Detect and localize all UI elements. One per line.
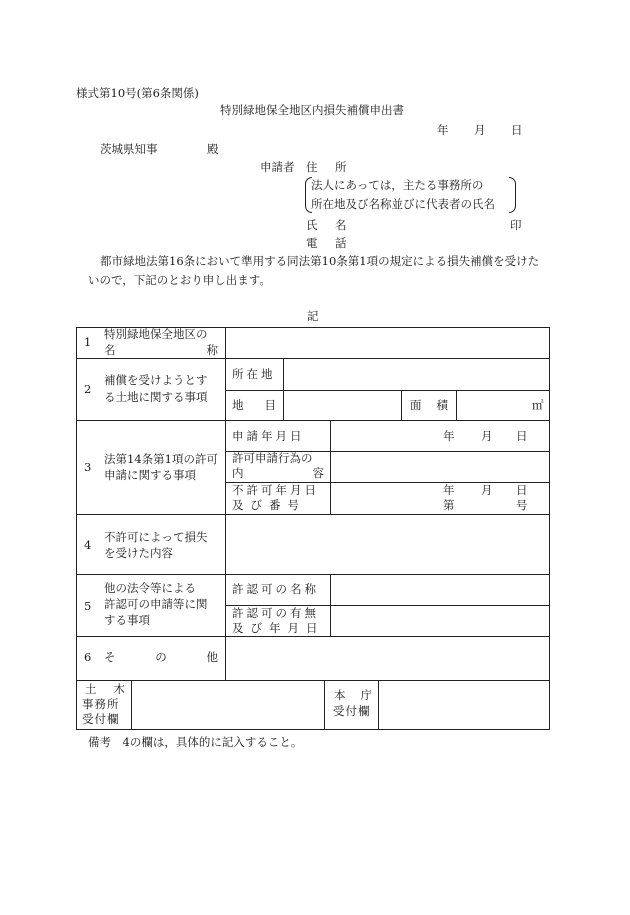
seal-mark: 印 bbox=[510, 218, 522, 232]
permit-date-line2: 及び年月日 bbox=[232, 621, 325, 635]
row3-label-line1: 法第14条第1項の許可 bbox=[104, 452, 218, 466]
deny-year: 年 bbox=[443, 483, 455, 497]
row2-label-line1: 補償を受けようとす bbox=[104, 373, 208, 387]
name-label: 氏 名 bbox=[306, 218, 350, 232]
body-line1: 都市緑地法第16条において準用する同法第10条第1項の規定による損失補償を受けた bbox=[100, 254, 540, 268]
permit-date-line1: 許認可の有無 bbox=[232, 606, 319, 620]
row3-number: 3 bbox=[84, 460, 92, 474]
row1-number: 1 bbox=[84, 335, 92, 349]
apply-day: 日 bbox=[516, 429, 528, 443]
date-year: 年 bbox=[437, 123, 449, 137]
apply-date-label: 申請年月日 bbox=[232, 429, 305, 443]
row4-label-line2: を受けた内容 bbox=[104, 546, 173, 560]
location-label: 所在地 bbox=[232, 367, 276, 381]
row5-number: 5 bbox=[84, 599, 92, 613]
row1-label-line2: 名 称 bbox=[104, 343, 218, 357]
corp-note-line1: 法人にあっては，主たる事務所の bbox=[311, 178, 484, 192]
doboku-line3: 受付欄 bbox=[82, 712, 120, 726]
bracket-right bbox=[509, 177, 516, 213]
row6-number: 6 bbox=[84, 650, 92, 664]
apply-year: 年 bbox=[443, 429, 455, 443]
act-label-line1: 許可申請行為の bbox=[232, 451, 313, 465]
row5-label-line3: する事項 bbox=[104, 613, 150, 627]
ki-heading: 記 bbox=[307, 309, 319, 323]
row5-label-line1: 他の法令等による bbox=[104, 581, 196, 595]
apply-month: 月 bbox=[481, 429, 493, 443]
row6-label: そ の 他 bbox=[104, 650, 218, 664]
chimoku-label: 地 目 bbox=[232, 398, 276, 412]
application-table bbox=[76, 327, 550, 730]
doboku-line1: 土 木 bbox=[85, 682, 125, 696]
address-label: 住 所 bbox=[306, 160, 350, 174]
row4-label-line1: 不許可によって損失 bbox=[104, 530, 208, 544]
row5-label-line2: 許認可の申請等に関 bbox=[104, 597, 208, 611]
act-label-line2: 内 容 bbox=[232, 466, 324, 480]
form-number: 様式第10号(第6条関係) bbox=[76, 86, 199, 100]
deny-label-line1: 不許可年月日 bbox=[232, 483, 319, 497]
date-month: 月 bbox=[474, 123, 486, 137]
deny-dai: 第 bbox=[443, 498, 455, 512]
honcho-line2: 受付欄 bbox=[333, 704, 371, 718]
corp-note-line2: 所在地及び名称並びに代表者の氏名 bbox=[311, 197, 495, 211]
permit-name-label: 許認可の名称 bbox=[232, 582, 319, 596]
row1-label-line1: 特別緑地保全地区の bbox=[104, 327, 208, 341]
doboku-line2: 事務所 bbox=[82, 697, 120, 711]
row4-number: 4 bbox=[84, 538, 92, 552]
honorific: 殿 bbox=[207, 142, 219, 156]
phone-label: 電 話 bbox=[306, 236, 350, 250]
row3-label-line2: 申請に関する事項 bbox=[104, 468, 196, 482]
deny-label-line2: 及び番号 bbox=[232, 498, 306, 512]
row2-number: 2 bbox=[84, 382, 92, 396]
applicant-label: 申請者 bbox=[260, 160, 295, 174]
date-day: 日 bbox=[511, 123, 523, 137]
document-title: 特別緑地保全地区内損失補償申出書 bbox=[220, 103, 404, 117]
note: 備考 4の欄は，具体的に記入すること。 bbox=[88, 735, 303, 749]
honcho-line1: 本 庁 bbox=[334, 688, 372, 702]
area-unit: ㎡ bbox=[532, 398, 544, 412]
area-label: 面 積 bbox=[410, 398, 448, 412]
deny-day: 日 bbox=[516, 483, 528, 497]
deny-go: 号 bbox=[516, 498, 528, 512]
row2-label-line2: る土地に関する事項 bbox=[104, 390, 208, 404]
addressee: 茨城県知事 bbox=[100, 142, 158, 156]
deny-month: 月 bbox=[481, 483, 493, 497]
body-line2: いので，下記のとおり申し出ます。 bbox=[88, 273, 271, 287]
